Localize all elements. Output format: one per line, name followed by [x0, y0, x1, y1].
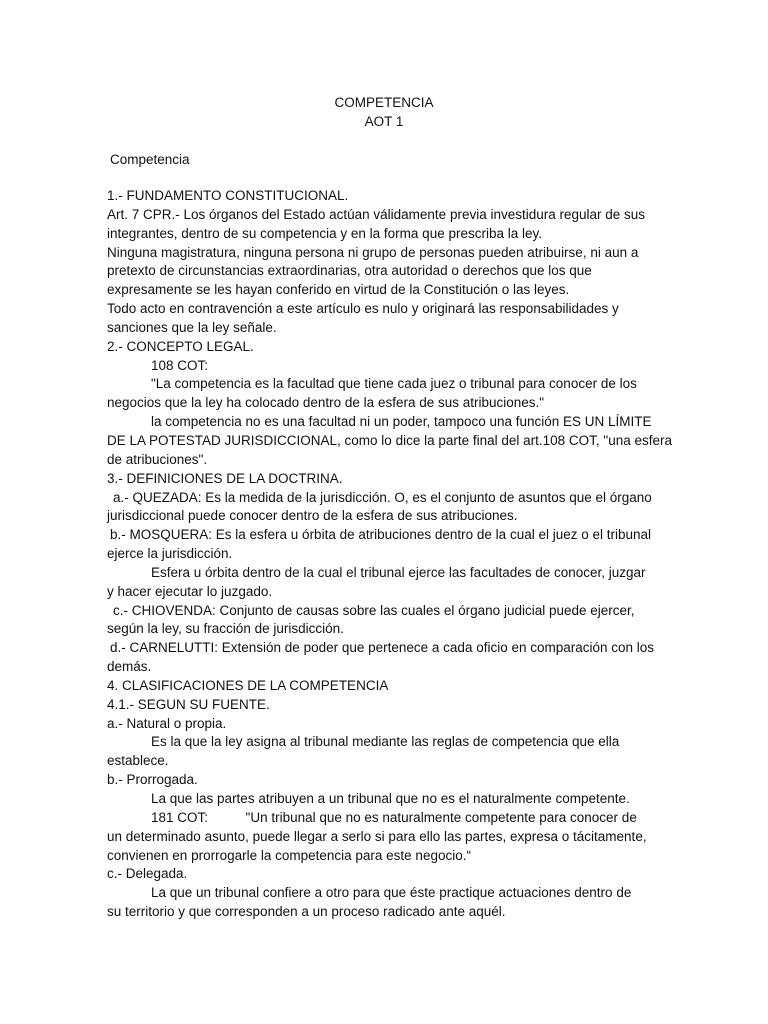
- text-line: a.- QUEZADA: Es la medida de la jurisdicción. O, es el conjunto de asuntos que el órgano: [113, 489, 652, 505]
- text-line: 181 COT: "Un tribunal que no es naturalmente competente para conocer de: [151, 809, 637, 825]
- text-line: su territorio y que corresponden a un proceso radicado ante aquél.: [107, 904, 506, 920]
- text-line: Todo acto en contravención a este artículo es nulo y originará las responsabilidades y: [107, 301, 619, 317]
- text-line: Ninguna magistratura, ninguna persona ni grupo de personas pueden atribuirse, ni aun a: [107, 244, 639, 260]
- document-title: COMPETENCIA: [334, 95, 434, 110]
- text-line: c.- CHIOVENDA: Conjunto de causas sobre las cuales el órgano judicial puede ejercer,: [113, 602, 635, 618]
- text-line: La que un tribunal confiere a otro para que éste practique actuaciones dentro de: [151, 885, 632, 901]
- text-line: según la ley, su fracción de jurisdicción.: [107, 621, 344, 637]
- document-body: [107, 187, 673, 922]
- text-line: la competencia no es una facultad ni un poder, tampoco una función ES UN LÍMITE: [151, 414, 652, 430]
- text-line: 4.1.- SEGUN SU FUENTE.: [107, 696, 270, 712]
- text-line: "La competencia es la facultad que tiene cada juez o tribunal para conocer de los: [151, 376, 637, 392]
- document-subtitle: AOT 1: [364, 114, 404, 129]
- text-line: d.- CARNELUTTI: Extensión de poder que pertenece a cada oficio en comparación con los: [110, 640, 655, 656]
- text-line: a.- Natural o propia.: [107, 715, 227, 731]
- text-line: ejerce la jurisdicción.: [107, 546, 233, 562]
- text-line: Art. 7 CPR.- Los órganos del Estado actúan válidamente previa investidura regular de sus: [107, 206, 646, 222]
- text-line: 1.- FUNDAMENTO CONSTITUCIONAL.: [107, 188, 349, 203]
- text-line: de atribuciones".: [107, 451, 208, 467]
- text-line: jurisdiccional puede conocer dentro de la esfera de sus atribuciones.: [107, 508, 518, 524]
- text-line: establece.: [107, 753, 169, 769]
- text-line: 108 COT:: [151, 357, 209, 373]
- text-line: negocios que la ley ha colocado dentro de la esfera de sus atribuciones.": [107, 395, 545, 411]
- text-line: y hacer ejecutar lo juzgado.: [107, 583, 273, 599]
- text-line: 4. CLASIFICACIONES DE LA COMPETENCIA: [107, 677, 389, 693]
- text-line: demás.: [107, 659, 152, 675]
- text-line: Es la que la ley asigna al tribunal mediante las reglas de competencia que ella: [151, 734, 620, 750]
- text-line: La que las partes atribuyen a un tribunal que no es el naturalmente competente.: [151, 791, 630, 806]
- text-line: convienen en prorrogarle la competencia para este negocio.“: [107, 847, 471, 863]
- text-line: DE LA POTESTAD JURISDICCIONAL, como lo dice la parte final del art.108 COT, "una esfera: [107, 432, 673, 448]
- text-line: integrantes, dentro de su competencia y en la forma que prescriba la ley.: [107, 225, 542, 241]
- text-line: pretexto de circunstancias extraordinarias, otra autoridad o derechos que los que: [107, 263, 592, 279]
- text-line: b.- MOSQUERA: Es la esfera u órbita de atribuciones dentro de la cual el juez o el tribunal: [110, 527, 652, 543]
- text-line: Esfera u órbita dentro de la cual el tribunal ejerce las facultades de conocer, juzgar: [151, 564, 646, 580]
- text-line: 3.- DEFINICIONES DE LA DOCTRINA.: [107, 470, 343, 486]
- text-line: c.- Delegada.: [107, 866, 188, 882]
- text-line: sanciones que la ley señale.: [107, 319, 277, 335]
- text-line: 2.- CONCEPTO LEGAL.: [107, 338, 254, 354]
- title-block: [0, 93, 768, 131]
- text-line: b.- Prorrogada.: [107, 772, 198, 788]
- text-line: un determinado asunto, puede llegar a serlo si para ello las partes, expresa o tácitamente,: [107, 828, 647, 844]
- section-heading: Competencia: [110, 152, 190, 167]
- text-line: expresamente se les hayan conferido en virtud de la Constitución o las leyes.: [107, 282, 570, 298]
